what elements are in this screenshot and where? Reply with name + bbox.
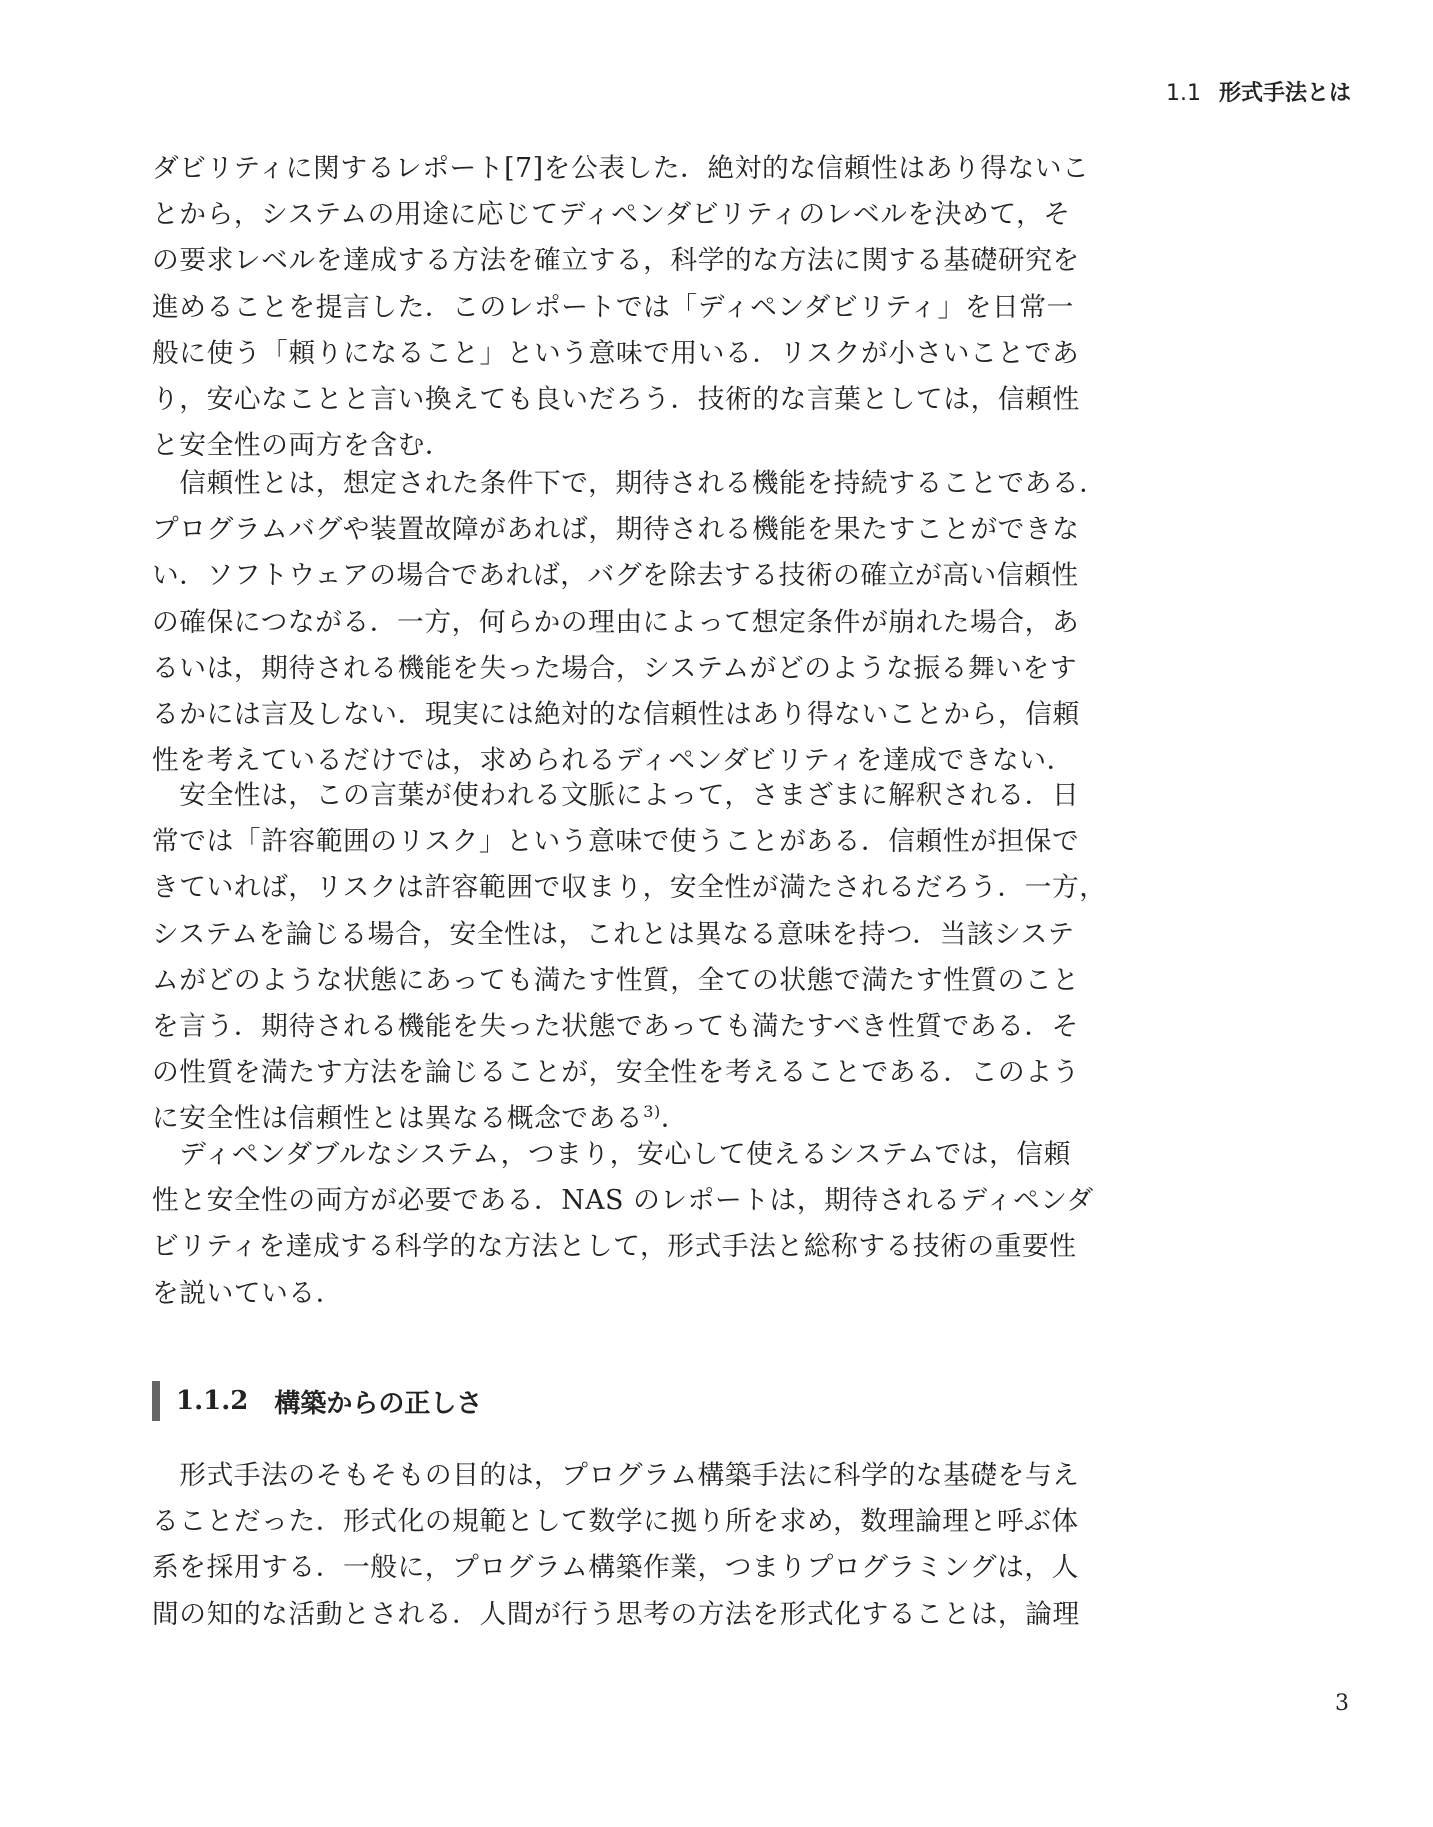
paragraph-2 bbox=[152, 461, 1107, 784]
text-line: 性と安全性の両方が必要である．NAS のレポートは，期待されるディペンダ bbox=[152, 1185, 1094, 1217]
text-line: ムがどのような状態にあっても満たす性質，全ての状態で満たす性質のこと bbox=[152, 964, 1080, 996]
footnote-marker: 3) bbox=[643, 1102, 661, 1122]
section-title: 構築からの正しさ bbox=[274, 1388, 483, 1419]
text-line: い．ソフトウェアの場合であれば，バグを除去する技術の確立が高い信頼性 bbox=[152, 560, 1079, 592]
text-line: り，安心なことと言い換えても良いだろう．技術的な言葉としては，信頼性 bbox=[152, 383, 1080, 415]
text-line: るいは，期待される機能を失った場合，システムがどのような振る舞いをす bbox=[152, 652, 1078, 684]
section-heading bbox=[152, 1380, 482, 1422]
text-line: の要求レベルを達成する方法を確立する，科学的な方法に関する基礎研究を bbox=[152, 245, 1080, 277]
text-line: 安全性は，この言葉が使われる文脈によって，さまざまに解釈される．日 bbox=[152, 780, 1080, 811]
text-line: 信頼性とは，想定された条件下で，期待される機能を持続することである． bbox=[152, 468, 1107, 499]
section-number: 1.1.2 bbox=[176, 1386, 249, 1416]
text-line: 性を考えているだけでは，求められるディペンダビリティを達成できない． bbox=[152, 745, 1074, 777]
text-line: の確保につながる．一方，何らかの理由によって想定条件が崩れた場合，あ bbox=[152, 606, 1080, 638]
text-line: とから，システムの用途に応じてディペンダビリティのレベルを決めて，そ bbox=[152, 199, 1071, 231]
paragraph-3 bbox=[152, 773, 1107, 1143]
text-line: ダビリティに関するレポート[7]を公表した．絶対的な信頼性はあり得ないこ bbox=[152, 153, 1090, 184]
paragraph-5 bbox=[152, 1453, 1080, 1638]
text-line: プログラムバグや装置故障があれば，期待される機能を果たすことができな bbox=[152, 514, 1080, 546]
text-line: 進めることを提言した．このレポートでは「ディペンダビリティ」を日常一 bbox=[152, 291, 1074, 323]
header-section-number: 1.1 bbox=[1165, 81, 1201, 106]
running-header bbox=[1166, 76, 1351, 107]
paragraph-4 bbox=[152, 1132, 1094, 1317]
text-line: 常では「許容範囲のリスク」という意味で使うことがある．信頼性が担保で bbox=[152, 826, 1080, 858]
text-line: るかには言及しない．現実には絶対的な信頼性はあり得ないことから，信頼 bbox=[152, 698, 1080, 730]
text-span: に安全性は信頼性とは異なる概念である bbox=[152, 1103, 644, 1135]
text-line: 系を採用する．一般に，プログラム構築作業，つまりプログラミングは，人 bbox=[152, 1552, 1079, 1584]
text-line: 形式手法のそもそもの目的は，プログラム構築手法に科学的な基礎を与え bbox=[152, 1460, 1080, 1491]
text-line: ビリティを達成する科学的な方法として，形式手法と総称する技術の重要性 bbox=[152, 1231, 1077, 1263]
text-line: を説いている． bbox=[152, 1277, 344, 1309]
text-line: ディペンダブルなシステム，つまり，安心して使えるシステムでは，信頼 bbox=[152, 1139, 1071, 1170]
text-line: と安全性の両方を含む． bbox=[152, 430, 453, 462]
header-section-title: 形式手法とは bbox=[1218, 81, 1351, 106]
text-span: ． bbox=[660, 1103, 689, 1135]
text-line: きていれば，リスクは許容範囲で収まり，安全性が満たされるだろう．一方， bbox=[152, 872, 1107, 904]
text-line: の性質を満たす方法を論じることが，安全性を考えることである．このよう bbox=[152, 1057, 1080, 1089]
text-line: 般に使う「頼りになること」という意味で用いる．リスクが小さいことであ bbox=[152, 337, 1080, 369]
text-line: を言う．期待される機能を失った状態であっても満たすべき性質である．そ bbox=[152, 1010, 1079, 1042]
page-number: 3 bbox=[1335, 1691, 1349, 1716]
text-line: ることだった．形式化の規範として数学に拠り所を求め，数理論理と呼ぶ体 bbox=[152, 1506, 1079, 1538]
text-line: システムを論じる場合，安全性は，これとは異なる意味を持つ．当該システ bbox=[152, 918, 1075, 950]
paragraph-1 bbox=[152, 146, 1090, 469]
heading-bar bbox=[152, 1381, 160, 1421]
text-line: 間の知的な活動とされる．人間が行う思考の方法を形式化することは，論理 bbox=[152, 1598, 1080, 1630]
